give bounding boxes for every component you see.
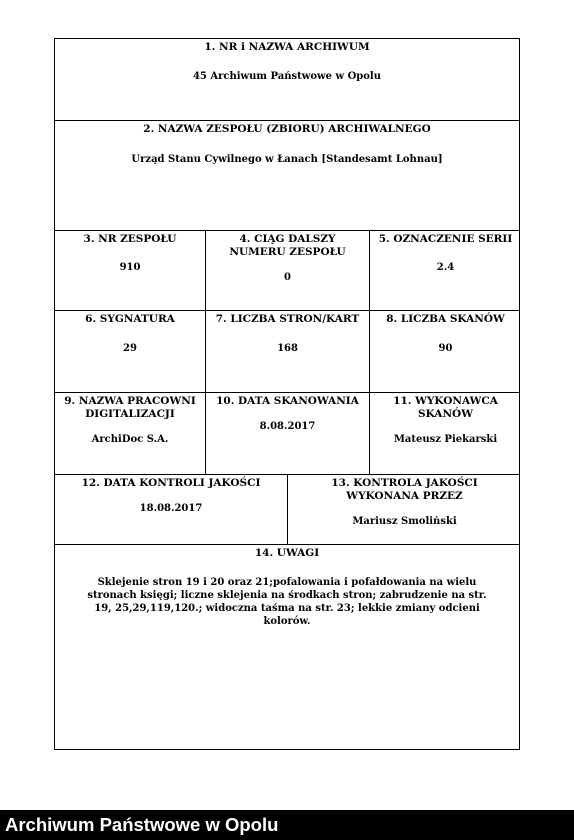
field-qc-by bbox=[288, 475, 521, 544]
row-archive bbox=[55, 39, 519, 121]
field-fonds-name-label: 2. NAZWA ZESPOŁU (ZBIORU) ARCHIWALNEGO bbox=[143, 123, 431, 135]
field-qc-date bbox=[55, 475, 288, 544]
field-fonds-continuation bbox=[206, 231, 370, 310]
field-page-count-label: 7. LICZBA STRON/KART bbox=[215, 313, 360, 325]
field-fonds-name-value: Urząd Stanu Cywilnego w Łanach [Standesamt Lohnau] bbox=[131, 154, 443, 165]
field-qc-by-label: 13. KONTROLA JAKOŚCI WYKONANA PRZEZ bbox=[331, 477, 478, 502]
field-qc-by-value: Mariusz Smoliński bbox=[352, 516, 457, 527]
field-fonds-continuation-value: 0 bbox=[284, 272, 291, 283]
field-scan-date-value: 8.08.2017 bbox=[259, 421, 316, 432]
field-page-count-value: 168 bbox=[277, 343, 298, 354]
field-archive-value: 45 Archiwum Państwowe w Opolu bbox=[192, 71, 382, 82]
field-notes bbox=[55, 545, 519, 749]
field-digitization-lab-value: ArchiDoc S.A. bbox=[91, 434, 169, 445]
row-fonds-name bbox=[55, 121, 519, 231]
row-fonds-number bbox=[55, 231, 519, 311]
field-digitization-lab bbox=[55, 393, 206, 474]
field-scan-date-label: 10. DATA SKANOWANIA bbox=[216, 395, 359, 407]
field-fonds-number-value: 910 bbox=[119, 262, 141, 273]
archive-metadata-form bbox=[54, 38, 520, 750]
field-scan-operator-value: Mateusz Piekarski bbox=[393, 434, 498, 445]
field-page-count bbox=[206, 311, 370, 392]
field-fonds-continuation-label: 4. CIĄG DALSZY NUMERU ZESPOŁU bbox=[229, 233, 346, 258]
row-quality-control bbox=[55, 475, 519, 545]
field-signature-label: 6. SYGNATURA bbox=[85, 313, 175, 325]
field-qc-date-value: 18.08.2017 bbox=[139, 503, 203, 514]
field-fonds-name bbox=[55, 121, 519, 230]
field-series-label: 5. OZNACZENIE SERII bbox=[378, 233, 513, 245]
row-signature bbox=[55, 311, 519, 393]
field-scan-count bbox=[370, 311, 521, 392]
field-signature bbox=[55, 311, 206, 392]
row-digitization bbox=[55, 393, 519, 475]
field-scan-count-label: 8. LICZBA SKANÓW bbox=[386, 313, 505, 325]
field-series bbox=[370, 231, 521, 310]
field-digitization-lab-label: 9. NAZWA PRACOWNI DIGITALIZACJI bbox=[64, 395, 196, 420]
field-scan-date bbox=[206, 393, 370, 474]
field-archive-label: 1. NR i NAZWA ARCHIWUM bbox=[204, 41, 370, 53]
field-notes-value: Sklejenie stron 19 i 20 oraz 21;pofalowania i pofałdowania na wielu stronach księgi; liczne sklejenia na środkach stron; zabrudzenie na str. 19, 25,29,119,120.; widoczna taśma na str. 23; lekkie zmiany odcieni kolorów. bbox=[87, 577, 487, 627]
field-archive bbox=[55, 39, 519, 120]
field-fonds-number-label: 3. NR ZESPOŁU bbox=[83, 233, 177, 245]
field-qc-date-label: 12. DATA KONTROLI JAKOŚCI bbox=[81, 477, 261, 489]
field-scan-operator-label: 11. WYKONAWCA SKANÓW bbox=[393, 395, 498, 420]
field-scan-count-value: 90 bbox=[438, 343, 453, 354]
field-scan-operator bbox=[370, 393, 521, 474]
field-signature-value: 29 bbox=[123, 343, 137, 354]
field-fonds-number bbox=[55, 231, 206, 310]
footer-archive-banner: Archiwum Państwowe w Opolu bbox=[0, 810, 574, 840]
field-notes-label: 14. UWAGI bbox=[254, 547, 320, 559]
row-notes bbox=[55, 545, 519, 749]
field-series-value: 2.4 bbox=[436, 262, 455, 273]
